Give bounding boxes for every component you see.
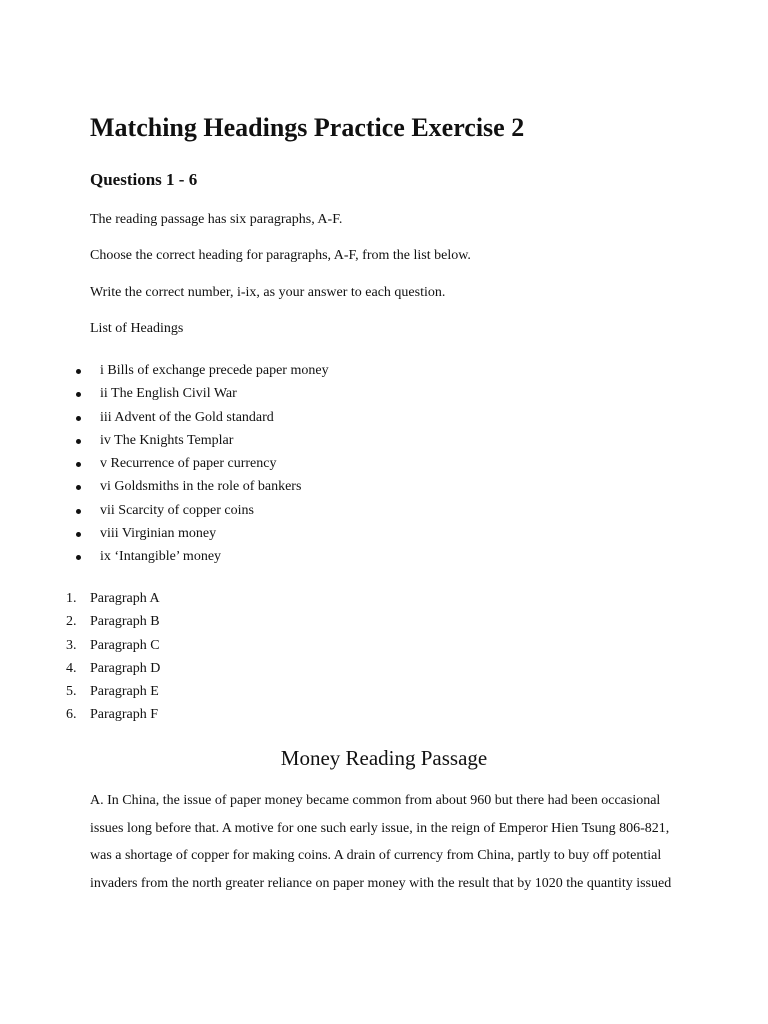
page-title: Matching Headings Practice Exercise 2 [90,113,525,142]
paragraph-label: Paragraph B [90,614,160,630]
paragraph-label: Paragraph D [90,660,161,676]
passage-line: invaders from the north greater reliance on paper money with the result that by 1020 the quantity issued [90,875,672,891]
passage-line: was a shortage of copper for making coins. A drain of currency from China, partly to buy off potential [90,848,662,864]
bullet-icon [76,462,81,467]
question-number: 3. [66,637,77,653]
passage-title: Money Reading Passage [280,746,488,770]
heading-text: v Recurrence of paper currency [100,456,277,472]
questions-label: Questions 1 - 6 [90,170,198,189]
question-number: 2. [66,614,77,630]
paragraph-label: Paragraph A [90,591,160,606]
paragraph-label: Paragraph C [90,637,160,653]
heading-text: viii Virginian money [100,526,217,542]
question-number: 1. [66,591,77,606]
instruction-write-number: Write the correct number, i-ix, as your answer to each question. [90,285,446,300]
bullet-icon [76,485,81,490]
heading-text: iv The Knights Templar [100,432,234,448]
passage-line: A. In China, the issue of paper money became common from about 960 but there had been occasional [90,793,661,808]
bullet-icon [76,439,81,444]
bullet-icon [76,369,81,374]
bullet-icon [76,392,81,397]
bullet-icon [76,416,81,421]
heading-text: i Bills of exchange precede paper money [100,363,329,378]
paragraph-label: Paragraph E [90,684,159,700]
heading-text: iii Advent of the Gold standard [100,409,274,425]
instruction-paragraph-count: The reading passage has six paragraphs, A-F. [90,212,343,227]
heading-text: vii Scarcity of copper coins [100,502,254,518]
question-number: 4. [66,660,77,676]
bullet-icon [76,532,81,537]
passage-line: issues long before that. A motive for one such early issue, in the reign of Emperor Hien Tsung 806-821, [90,820,670,836]
heading-text: vi Goldsmiths in the role of bankers [100,479,302,495]
bullet-icon [76,509,81,514]
question-number: 5. [66,684,77,700]
list-of-headings-label: List of Headings [90,321,184,336]
instruction-choose-heading: Choose the correct heading for paragraphs, A-F, from the list below. [90,248,471,263]
heading-text: ii The English Civil War [100,386,237,402]
heading-text: ix ‘Intangible’ money [100,549,222,565]
paragraph-label: Paragraph F [90,707,159,723]
bullet-icon [76,555,81,560]
question-number: 6. [66,707,77,723]
passage-paragraph-a [90,787,670,897]
